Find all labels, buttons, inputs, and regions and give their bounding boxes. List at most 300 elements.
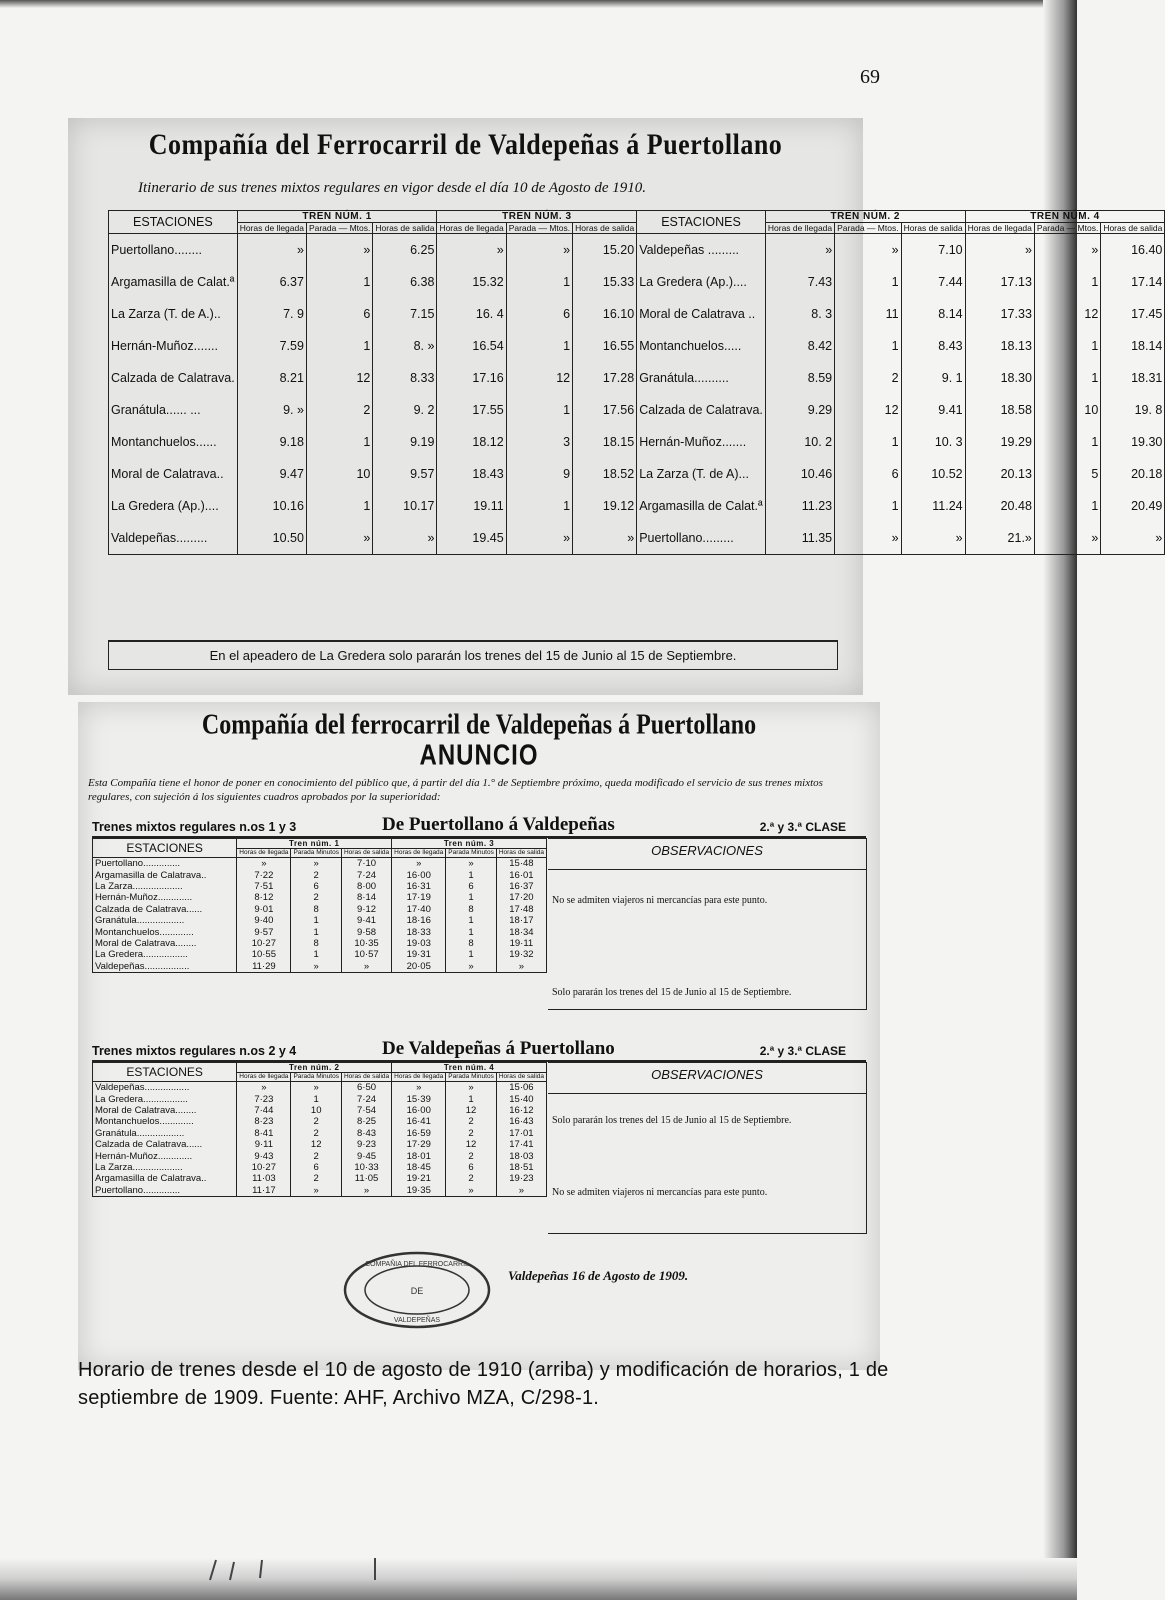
observations-box: [548, 1062, 867, 1234]
time-cell: 17·19: [392, 892, 446, 903]
time-cell: 17·01: [496, 1128, 546, 1139]
time-cell: 7·10: [341, 858, 391, 870]
time-cell: 9·45: [341, 1150, 391, 1161]
time-cell: 1: [446, 1093, 497, 1104]
time-cell: 9·11: [237, 1139, 291, 1150]
station-name: Moral de Calatrava........: [93, 938, 237, 949]
time-cell: 15.20: [573, 234, 637, 267]
time-cell: »: [237, 858, 291, 870]
time-cell: 1: [446, 869, 497, 880]
time-cell: 9·23: [341, 1139, 391, 1150]
time-cell: 9.57: [373, 458, 437, 490]
time-cell: 7.59: [237, 330, 306, 362]
time-cell: 7·24: [341, 869, 391, 880]
time-cell: 2: [291, 869, 342, 880]
time-cell: 9·12: [341, 904, 391, 915]
table-row: [93, 1162, 547, 1173]
notice-1909-photo: [78, 702, 880, 1370]
time-cell: 9·57: [237, 926, 291, 937]
observation-text: No se admiten viajeros ni mercancías para este punto.: [552, 1187, 768, 1198]
table-row: [109, 458, 1165, 490]
column-label: Horas de salida: [373, 223, 437, 234]
timetable-1910-photo: [68, 118, 1163, 695]
time-cell: 7.44: [901, 266, 965, 298]
time-cell: 17.28: [573, 362, 637, 394]
time-cell: 10.16: [237, 490, 306, 522]
station-header-right: ESTACIONES: [637, 211, 766, 234]
time-cell: 12: [306, 362, 372, 394]
column-label: Parada — Mtos.: [835, 223, 901, 234]
time-cell: 15·39: [392, 1093, 446, 1104]
time-cell: 19. 8: [1101, 394, 1165, 426]
time-cell: 18·01: [392, 1150, 446, 1161]
station-name: Argamasilla de Calatrava..: [93, 869, 237, 880]
time-cell: »: [965, 234, 1034, 267]
time-cell: 17·40: [392, 904, 446, 915]
station-name: Granátula...... ...: [109, 394, 238, 426]
time-cell: 15.32: [437, 266, 506, 298]
time-cell: 10·33: [341, 1162, 391, 1173]
time-cell: »: [341, 1185, 391, 1197]
time-cell: 19·35: [392, 1185, 446, 1197]
time-cell: 20.13: [965, 458, 1034, 490]
table-row: [109, 234, 1165, 267]
time-cell: 7·51: [237, 881, 291, 892]
notice-table-1: [92, 838, 547, 973]
time-cell: 1: [506, 490, 572, 522]
column-label: Parada Minutos: [446, 849, 497, 858]
time-cell: 10·55: [237, 949, 291, 960]
table-row: [109, 266, 1165, 298]
section-direction: De Puertollano á Valdepeñas: [382, 814, 615, 835]
time-cell: 17.56: [573, 394, 637, 426]
station-name: Puertollano..............: [93, 1185, 237, 1197]
time-cell: 17·20: [496, 892, 546, 903]
time-cell: 6: [446, 1162, 497, 1173]
time-cell: 6: [446, 881, 497, 892]
time-cell: 8·00: [341, 881, 391, 892]
time-cell: 6: [506, 298, 572, 330]
time-cell: 16·01: [496, 869, 546, 880]
time-cell: »: [835, 234, 901, 267]
time-cell: »: [446, 858, 497, 870]
time-cell: 9: [506, 458, 572, 490]
table-row: [109, 362, 1165, 394]
station-name: La Zarza...................: [93, 1162, 237, 1173]
time-cell: 18·16: [392, 915, 446, 926]
time-cell: 17·41: [496, 1139, 546, 1150]
train-header: Tren núm. 3: [392, 839, 547, 849]
station-name: La Gredera.................: [93, 949, 237, 960]
time-cell: 19·03: [392, 938, 446, 949]
time-cell: 16·31: [392, 881, 446, 892]
timetable-title: Compañía del Ferrocarril de Valdepeñas á Puertollano: [148, 127, 783, 162]
time-cell: 12: [1034, 298, 1100, 330]
table-row: [109, 426, 1165, 458]
time-cell: 8·41: [237, 1128, 291, 1139]
time-cell: 18.52: [573, 458, 637, 490]
time-cell: 16.54: [437, 330, 506, 362]
section-class: 2.ª y 3.ª CLASE: [759, 820, 846, 834]
time-cell: 12: [446, 1139, 497, 1150]
page-edge-marks: [200, 1552, 440, 1582]
observations-header: OBSERVACIONES: [548, 839, 866, 870]
time-cell: 2: [446, 1173, 497, 1184]
column-label: Horas de llegada: [237, 849, 291, 858]
time-cell: 20.49: [1101, 490, 1165, 522]
time-cell: 11·05: [341, 1173, 391, 1184]
station-name: Hernán-Muñoz.......: [109, 330, 238, 362]
time-cell: 8.42: [765, 330, 834, 362]
time-cell: 9. »: [237, 394, 306, 426]
time-cell: 17.45: [1101, 298, 1165, 330]
time-cell: 8. »: [373, 330, 437, 362]
station-header: ESTACIONES: [93, 1063, 237, 1082]
time-cell: 5: [1034, 458, 1100, 490]
time-cell: 1: [291, 915, 342, 926]
time-cell: 21.»: [965, 522, 1034, 555]
time-cell: 1: [306, 426, 372, 458]
station-name: Valdepeñas.........: [109, 522, 238, 555]
time-cell: 11.23: [765, 490, 834, 522]
time-cell: 1: [291, 926, 342, 937]
table-row: [93, 1150, 547, 1161]
station-name: Moral de Calatrava..: [109, 458, 238, 490]
table-row: [93, 1105, 547, 1116]
time-cell: 10.52: [901, 458, 965, 490]
time-cell: 8·14: [341, 892, 391, 903]
time-cell: 18·03: [496, 1150, 546, 1161]
time-cell: »: [373, 522, 437, 555]
time-cell: 11: [835, 298, 901, 330]
table-row: [93, 869, 547, 880]
table-row: [93, 949, 547, 960]
time-cell: 1: [446, 926, 497, 937]
time-cell: 16·37: [496, 881, 546, 892]
station-name: Moral de Calatrava ..: [637, 298, 766, 330]
timetable-subtitle: Itinerario de sus trenes mixtos regulares en vigor desde el día 10 de Agosto de 1910.: [138, 180, 646, 196]
time-cell: 7·22: [237, 869, 291, 880]
time-cell: »: [306, 234, 372, 267]
section-direction: De Valdepeñas á Puertollano: [382, 1038, 615, 1059]
table-row: [93, 961, 547, 973]
time-cell: 10·57: [341, 949, 391, 960]
time-cell: 16·00: [392, 1105, 446, 1116]
time-cell: 8: [291, 904, 342, 915]
time-cell: 12: [506, 362, 572, 394]
table-row: [93, 1116, 547, 1127]
time-cell: 19.11: [437, 490, 506, 522]
time-cell: 10: [291, 1105, 342, 1116]
time-cell: 17.55: [437, 394, 506, 426]
notice-title: Compañía del ferrocarril de Valdepeñas á Puertollano: [201, 709, 757, 741]
time-cell: 9.18: [237, 426, 306, 458]
time-cell: »: [496, 1185, 546, 1197]
gredera-note: En el apeadero de La Gredera solo pararán los trenes del 15 de Junio al 15 de Septiembre.: [108, 640, 838, 670]
train-header: Tren núm. 2: [237, 1063, 392, 1073]
time-cell: 1: [291, 1093, 342, 1104]
time-cell: 7.10: [901, 234, 965, 267]
observation-text: Solo pararán los trenes del 15 de Junio al 15 de Septiembre.: [552, 1115, 792, 1126]
time-cell: 8.59: [765, 362, 834, 394]
table-row: [93, 1082, 547, 1094]
svg-text:COMPAÑIA DEL FERROCARRIL: COMPAÑIA DEL FERROCARRIL: [365, 1261, 469, 1268]
time-cell: 6.37: [237, 266, 306, 298]
time-cell: 1: [506, 330, 572, 362]
time-cell: 15·06: [496, 1082, 546, 1094]
time-cell: 11·17: [237, 1185, 291, 1197]
station-name: Argamasilla de Calatrava..: [93, 1173, 237, 1184]
time-cell: 1: [835, 426, 901, 458]
time-cell: 18·17: [496, 915, 546, 926]
time-cell: 16·00: [392, 869, 446, 880]
table-row: [109, 394, 1165, 426]
time-cell: 2: [446, 1128, 497, 1139]
time-cell: 19·23: [496, 1173, 546, 1184]
time-cell: 10. 2: [765, 426, 834, 458]
station-name: La Zarza (T. de A.)..: [109, 298, 238, 330]
train-header: Tren núm. 4: [392, 1063, 547, 1073]
station-name: La Gredera (Ap.)....: [109, 490, 238, 522]
time-cell: »: [291, 961, 342, 973]
column-label: Horas de llegada: [965, 223, 1034, 234]
time-cell: 9·58: [341, 926, 391, 937]
table-row: [109, 298, 1165, 330]
time-cell: 8·43: [341, 1128, 391, 1139]
time-cell: 8. 3: [765, 298, 834, 330]
station-name: Granátula..................: [93, 915, 237, 926]
time-cell: 10: [1034, 394, 1100, 426]
time-cell: 1: [835, 490, 901, 522]
time-cell: 1: [446, 915, 497, 926]
time-cell: 16.55: [573, 330, 637, 362]
notice-table-2: [92, 1062, 547, 1197]
notice-heading: ANUNCIO: [419, 739, 539, 772]
column-label: Horas de llegada: [765, 223, 834, 234]
time-cell: 18.14: [1101, 330, 1165, 362]
time-cell: 15·48: [496, 858, 546, 870]
time-cell: 2: [291, 1150, 342, 1161]
time-cell: 9.47: [237, 458, 306, 490]
table-row: [93, 938, 547, 949]
column-label: Horas de llegada: [392, 849, 446, 858]
time-cell: 19.30: [1101, 426, 1165, 458]
time-cell: 2: [291, 1116, 342, 1127]
time-cell: 9.29: [765, 394, 834, 426]
station-name: La Gredera (Ap.)....: [637, 266, 766, 298]
time-cell: 1: [835, 330, 901, 362]
time-cell: 1: [291, 949, 342, 960]
time-cell: 15·40: [496, 1093, 546, 1104]
time-cell: 2: [306, 394, 372, 426]
time-cell: 17·29: [392, 1139, 446, 1150]
station-name: Valdepeñas.................: [93, 961, 237, 973]
time-cell: »: [437, 234, 506, 267]
time-cell: 1: [446, 949, 497, 960]
table-row: [93, 881, 547, 892]
observation-text: Solo pararán los trenes del 15 de Junio al 15 de Septiembre.: [552, 987, 792, 998]
time-cell: 8·12: [237, 892, 291, 903]
train-header: Tren núm. 1: [237, 839, 392, 849]
station-name: Puertollano.........: [637, 522, 766, 555]
time-cell: »: [237, 234, 306, 267]
time-cell: 19·32: [496, 949, 546, 960]
time-cell: 18.30: [965, 362, 1034, 394]
column-label: Parada Minutos: [291, 1073, 342, 1082]
time-cell: 20.18: [1101, 458, 1165, 490]
time-cell: 6: [291, 881, 342, 892]
time-cell: 1: [1034, 362, 1100, 394]
time-cell: 11·29: [237, 961, 291, 973]
table-row: [93, 926, 547, 937]
table-row: [93, 1173, 547, 1184]
time-cell: 16.10: [573, 298, 637, 330]
time-cell: 1: [306, 266, 372, 298]
time-cell: »: [765, 234, 834, 267]
station-name: Calzada de Calatrava......: [93, 904, 237, 915]
station-name: Calzada de Calatrava......: [93, 1139, 237, 1150]
time-cell: »: [446, 1082, 497, 1094]
station-name: Granátula..................: [93, 1128, 237, 1139]
station-name: Hernán-Muñoz.............: [93, 892, 237, 903]
station-name: Hernán-Muñoz.......: [637, 426, 766, 458]
time-cell: 6: [835, 458, 901, 490]
train-header: TREN NÚM. 1: [237, 211, 437, 223]
time-cell: 9. 2: [373, 394, 437, 426]
time-cell: »: [446, 1185, 497, 1197]
time-cell: 10·27: [237, 938, 291, 949]
time-cell: 18.13: [965, 330, 1034, 362]
time-cell: 10·35: [341, 938, 391, 949]
station-name: La Zarza (T. de A)...: [637, 458, 766, 490]
train-header: TREN NÚM. 2: [765, 211, 965, 223]
time-cell: 18.43: [437, 458, 506, 490]
time-cell: 7.15: [373, 298, 437, 330]
table-row: [109, 522, 1165, 555]
station-name: La Zarza...................: [93, 881, 237, 892]
time-cell: 6.38: [373, 266, 437, 298]
time-cell: »: [291, 1185, 342, 1197]
time-cell: »: [1101, 522, 1165, 555]
time-cell: »: [506, 234, 572, 267]
time-cell: »: [496, 961, 546, 973]
time-cell: 12: [291, 1139, 342, 1150]
observation-text: No se admiten viajeros ni mercancías para este punto.: [552, 895, 768, 906]
time-cell: 11·03: [237, 1173, 291, 1184]
figure-caption: Horario de trenes desde el 10 de agosto de 1910 (arriba) y modificación de horarios, 1 de septiembre de 1909. Fuente: AHF, Archivo MZA, C/298-1.: [78, 1359, 889, 1409]
table-row: [93, 858, 547, 870]
time-cell: 11.35: [765, 522, 834, 555]
time-cell: 20.48: [965, 490, 1034, 522]
time-cell: 9·43: [237, 1150, 291, 1161]
section-valdepenas-puertollano: [92, 1038, 866, 1197]
time-cell: »: [392, 1082, 446, 1094]
time-cell: 2: [291, 1173, 342, 1184]
time-cell: 8.43: [901, 330, 965, 362]
time-cell: 19·21: [392, 1173, 446, 1184]
time-cell: 9. 1: [901, 362, 965, 394]
time-cell: 7·44: [237, 1105, 291, 1116]
time-cell: 18.31: [1101, 362, 1165, 394]
time-cell: 11.24: [901, 490, 965, 522]
table-row: [93, 1093, 547, 1104]
time-cell: 12: [446, 1105, 497, 1116]
section-puertollano-valdepenas: [92, 814, 866, 998]
time-cell: 19.45: [437, 522, 506, 555]
time-cell: 18·34: [496, 926, 546, 937]
time-cell: 16·43: [496, 1116, 546, 1127]
time-cell: 6·50: [341, 1082, 391, 1094]
section-class: 2.ª y 3.ª CLASE: [759, 1044, 846, 1058]
station-name: Argamasilla de Calat.ª: [637, 490, 766, 522]
time-cell: 16.40: [1101, 234, 1165, 267]
time-cell: 2: [291, 892, 342, 903]
column-label: Horas de salida: [496, 849, 546, 858]
time-cell: 7·24: [341, 1093, 391, 1104]
time-cell: 2: [446, 1116, 497, 1127]
table-row: [93, 892, 547, 903]
station-name: Calzada de Calatrava.: [109, 362, 238, 394]
time-cell: 17.14: [1101, 266, 1165, 298]
time-cell: 1: [1034, 490, 1100, 522]
time-cell: 1: [306, 330, 372, 362]
observations-header: OBSERVACIONES: [548, 1063, 866, 1094]
time-cell: 15.33: [573, 266, 637, 298]
time-cell: 16·59: [392, 1128, 446, 1139]
time-cell: 6: [306, 298, 372, 330]
station-header: ESTACIONES: [93, 839, 237, 858]
time-cell: 8: [291, 938, 342, 949]
time-cell: 10: [306, 458, 372, 490]
time-cell: 17·48: [496, 904, 546, 915]
time-cell: 1: [306, 490, 372, 522]
column-label: Horas de salida: [341, 1073, 391, 1082]
time-cell: 18·45: [392, 1162, 446, 1173]
time-cell: »: [506, 522, 572, 555]
column-label: Horas de llegada: [392, 1073, 446, 1082]
time-cell: 17.13: [965, 266, 1034, 298]
section-label: Trenes mixtos regulares n.os 2 y 4: [92, 1044, 297, 1058]
station-header-left: ESTACIONES: [109, 211, 238, 234]
time-cell: 1: [835, 266, 901, 298]
time-cell: 10.17: [373, 490, 437, 522]
time-cell: »: [835, 522, 901, 555]
svg-text:DE: DE: [410, 1286, 424, 1296]
time-cell: 17.16: [437, 362, 506, 394]
time-cell: 3: [506, 426, 572, 458]
time-cell: 7. 9: [237, 298, 306, 330]
time-cell: 18·33: [392, 926, 446, 937]
column-label: Horas de llegada: [237, 223, 306, 234]
table-row: [109, 490, 1165, 522]
train-header: TREN NÚM. 3: [437, 211, 637, 223]
time-cell: »: [901, 522, 965, 555]
time-cell: »: [446, 961, 497, 973]
column-label: Horas de salida: [901, 223, 965, 234]
time-cell: 6.25: [373, 234, 437, 267]
table-row: [93, 915, 547, 926]
time-cell: 1: [1034, 426, 1100, 458]
station-name: Valdepeñas .........: [637, 234, 766, 267]
station-name: Puertollano........: [109, 234, 238, 267]
time-cell: 16. 4: [437, 298, 506, 330]
table-row: [109, 330, 1165, 362]
column-label: Parada — Mtos.: [506, 223, 572, 234]
station-name: Valdepeñas.................: [93, 1082, 237, 1094]
column-label: Horas de salida: [573, 223, 637, 234]
timetable-1910-table: [108, 210, 1165, 555]
column-label: Parada — Mtos.: [1034, 223, 1100, 234]
